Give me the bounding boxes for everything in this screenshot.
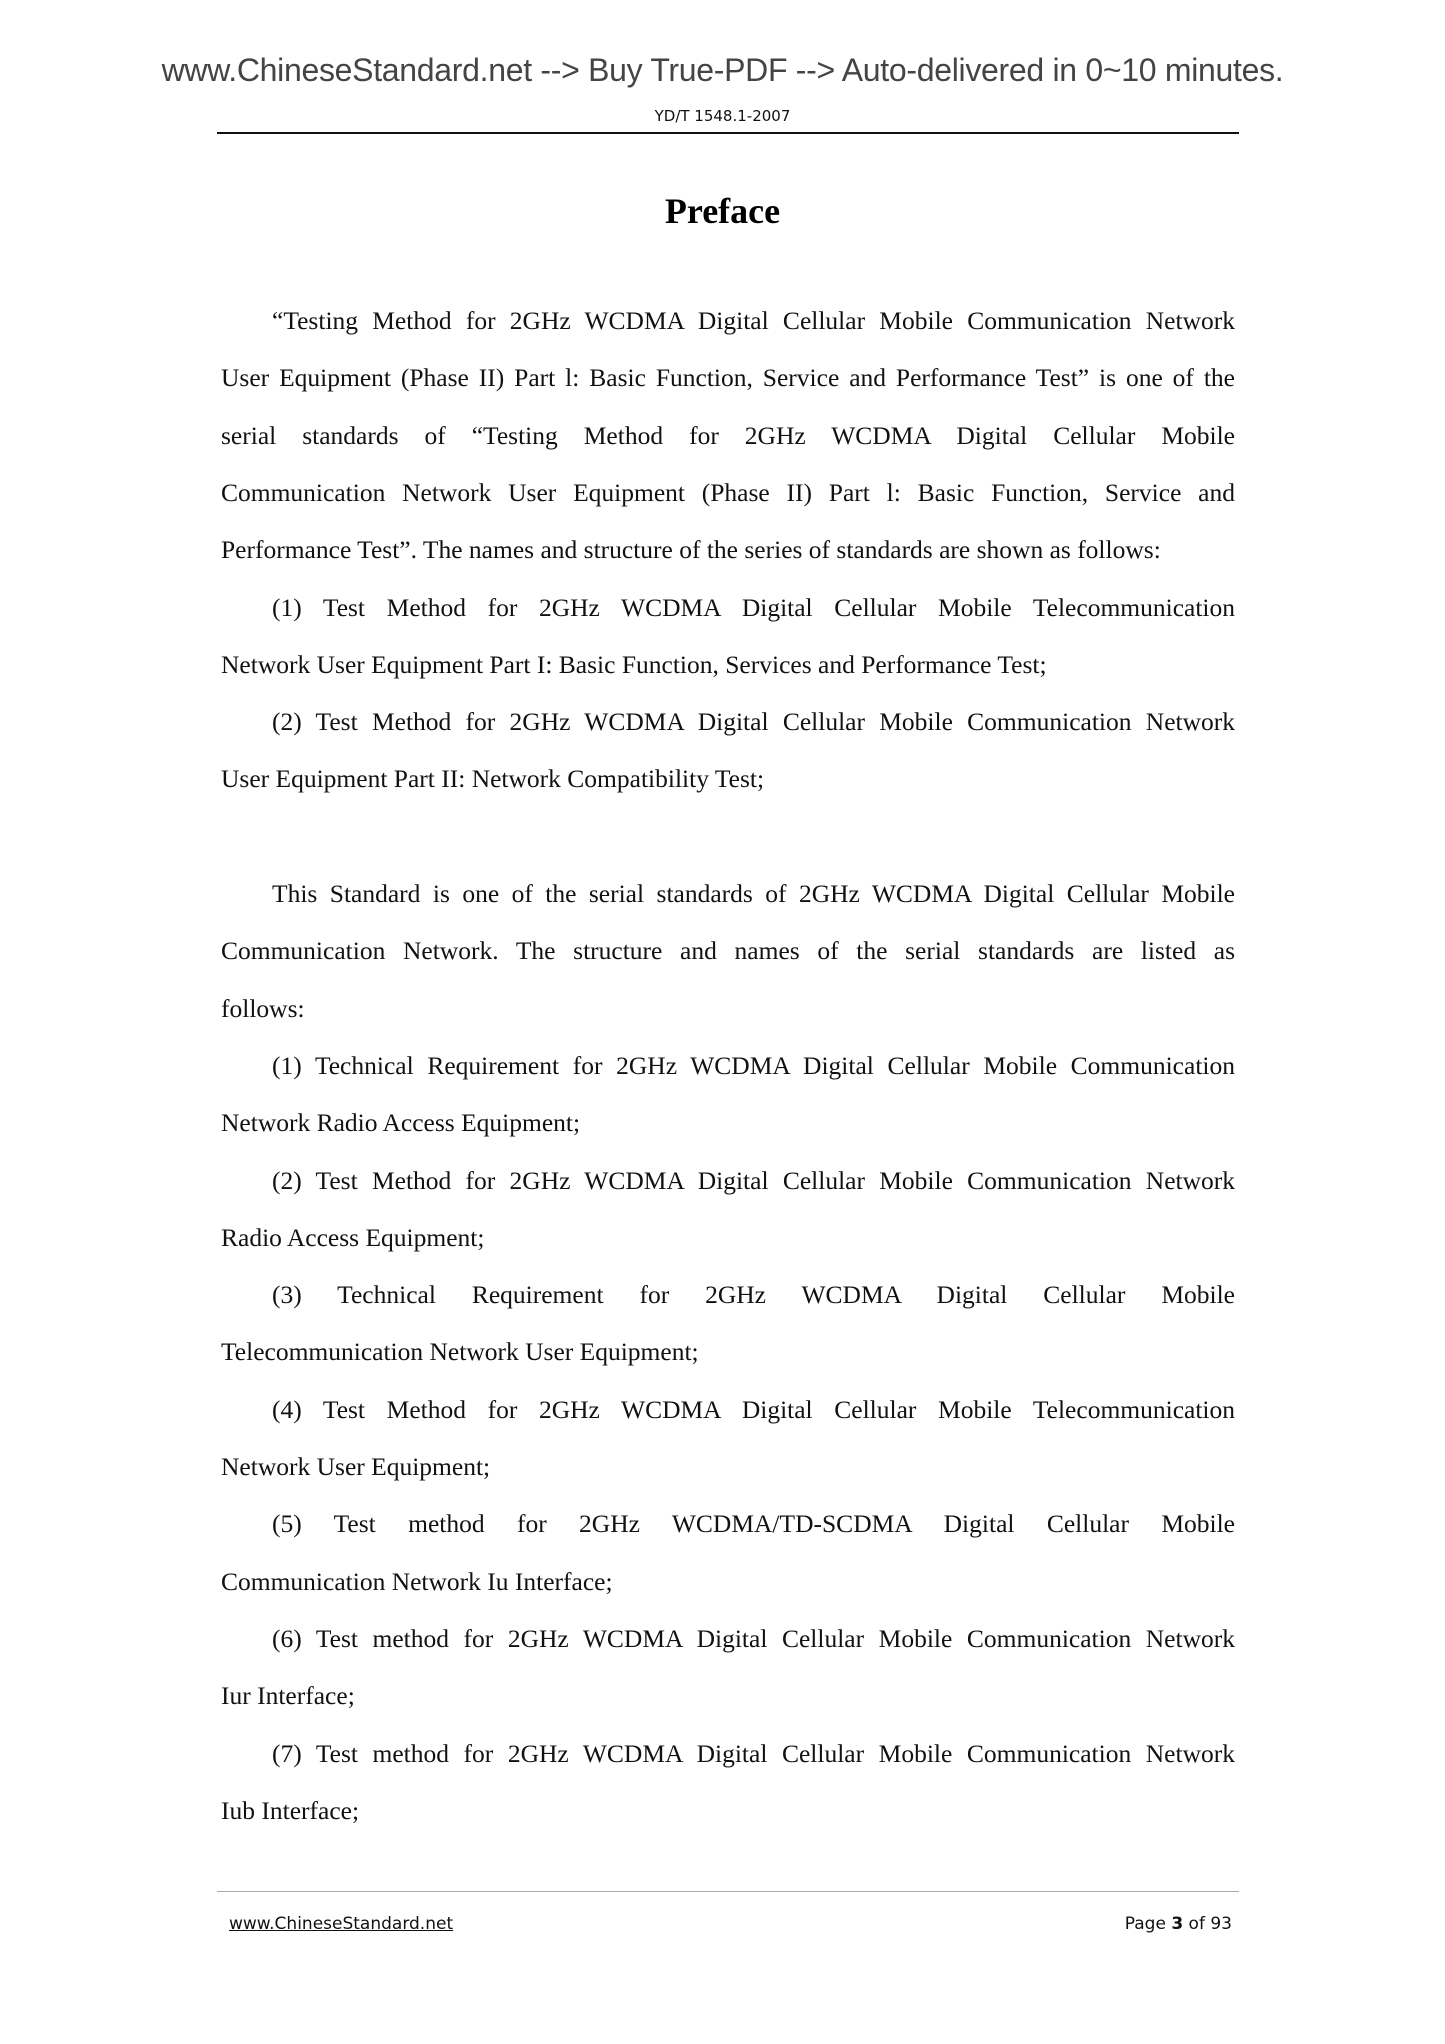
text-line: “Testing Method for 2GHz WCDMA Digital Cellular Mobile Communication Network [272, 306, 1235, 335]
text-line: Network User Equipment; [221, 1452, 491, 1481]
text-line: Communication Network User Equipment (Phase II) Part l: Basic Function, Service and [221, 477, 1235, 507]
header-divider [217, 132, 1239, 134]
text-line: (5) Test method for 2GHz WCDMA/TD-SCDMA Digital Cellular Mobile [272, 1509, 1235, 1539]
text-line: (1) Technical Requirement for 2GHz WCDMA Digital Cellular Mobile Communication [272, 1050, 1235, 1080]
text-line: Iub Interface; [221, 1795, 360, 1825]
text-line: Network Radio Access Equipment; [221, 1108, 581, 1138]
document-id: YD/T 1548.1-2007 [654, 107, 791, 125]
text-line: (1) Test Method for 2GHz WCDMA Digital Cellular Mobile Telecommunication [272, 592, 1235, 622]
page-total: 93 [1210, 1914, 1232, 1934]
page-number [1125, 1914, 1232, 1934]
text-line: This Standard is one of the serial standards of 2GHz WCDMA Digital Cellular Mobile [272, 879, 1235, 908]
text-line: (6) Test method for 2GHz WCDMA Digital Cellular Mobile Communication Network [272, 1623, 1235, 1653]
text-line: Communication Network Iu Interface; [221, 1566, 613, 1596]
text-line: User Equipment (Phase II) Part l: Basic Function, Service and Performance Test” is one of the [221, 363, 1235, 393]
text-line: Iur Interface; [221, 1681, 355, 1711]
text-line [221, 821, 1235, 853]
page-prefix: Page [1124, 1914, 1172, 1934]
text-line: follows: [221, 993, 305, 1023]
text-line: (7) Test method for 2GHz WCDMA Digital Cellular Mobile Communication Network [272, 1738, 1235, 1768]
text-line: Network User Equipment Part I: Basic Function, Services and Performance Test; [221, 649, 1047, 679]
text-line: Radio Access Equipment; [221, 1222, 485, 1252]
text-line: (2) Test Method for 2GHz WCDMA Digital Cellular Mobile Communication Network [272, 1165, 1235, 1195]
text-line: Communication Network. The structure and names of the serial standards are listed as [221, 936, 1235, 966]
footer-divider [217, 1891, 1239, 1892]
text-line: serial standards of “Testing Method for 2GHz WCDMA Digital Cellular Mobile [221, 420, 1235, 450]
text-line: Performance Test”. The names and structure of the series of standards are shown as follows: [221, 535, 1161, 565]
page-of: of [1183, 1914, 1211, 1934]
text-line: (3) Technical Requirement for 2GHz WCDMA Digital Cellular Mobile [272, 1280, 1235, 1310]
page-current: 3 [1171, 1914, 1184, 1934]
promo-banner: www.ChineseStandard.net --> Buy True-PDF --> Auto-delivered in 0~10 minutes. [161, 52, 1284, 88]
footer-website-link[interactable]: www.ChineseStandard.net [229, 1914, 454, 1934]
text-line: (2) Test Method for 2GHz WCDMA Digital Cellular Mobile Communication Network [272, 707, 1235, 737]
page-title: Preface [664, 191, 781, 231]
text-line: User Equipment Part II: Network Compatibility Test; [221, 764, 765, 794]
text-line: (4) Test Method for 2GHz WCDMA Digital Cellular Mobile Telecommunication [272, 1394, 1235, 1424]
text-line: Telecommunication Network User Equipment; [221, 1337, 699, 1367]
